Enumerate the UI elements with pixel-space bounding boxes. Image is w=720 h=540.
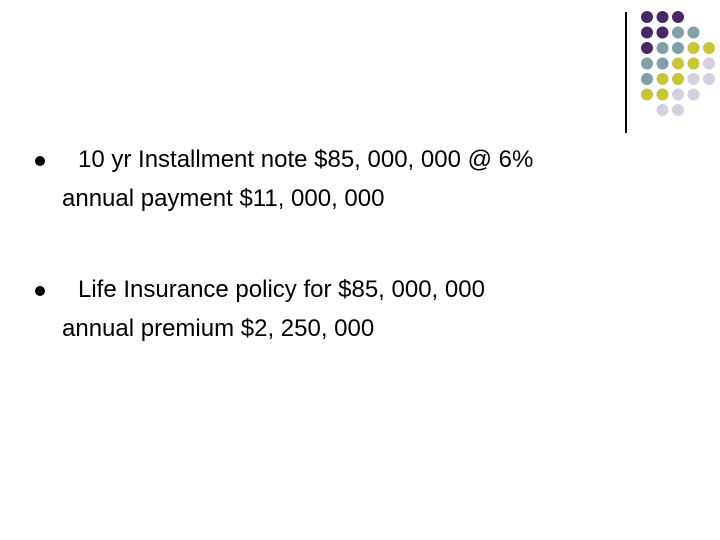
bullet-dot-icon bbox=[35, 286, 45, 296]
bullet-line: annual payment $11, 000, 000 bbox=[62, 185, 385, 212]
bullet-item-life-insurance bbox=[62, 270, 662, 348]
bullet-item-installment-note bbox=[62, 140, 662, 218]
bullet-dot-icon bbox=[35, 156, 45, 166]
bullet-line: annual premium $2, 250, 000 bbox=[62, 315, 375, 342]
bullet-line: Life Insurance policy for $85, 000, 000 bbox=[78, 276, 485, 303]
bullet-line: 10 yr Installment note $85, 000, 000 @ 6% bbox=[78, 146, 534, 173]
